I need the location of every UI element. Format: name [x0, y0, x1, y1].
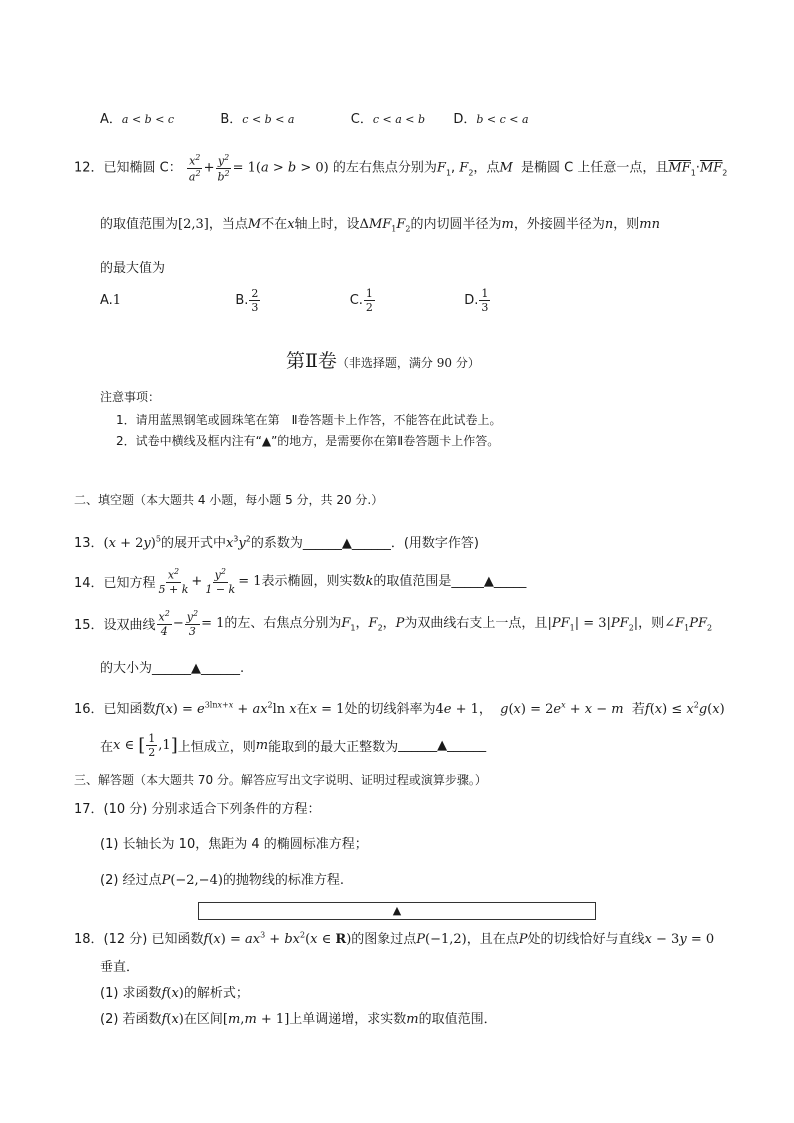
q18-part1: (1) 求函数f(x)的解析式； [100, 986, 249, 1001]
notice-item-1: 1．请用蓝黑钢笔或圆珠笔在第 Ⅱ卷答题卡上作答，不能答在此试卷上。 [116, 413, 502, 427]
q15-line1: 15．设双曲线 $\frac{x^2}{4}$ − $\frac{y^2}{3}$ = 1的左、右焦点分别为$F_1$，$F_2$，P为双曲线右支上一点，且$|PF_1| = 3|PF_2|$，则$\angle F_1PF_2$ [74, 609, 713, 638]
q16-line2: 在x ∈ [ $\frac{1}{2}$ ,1]上恒成立，则m能取到的最大正整数为______▲______ [100, 732, 487, 759]
ellipse-term-x: $\frac{x^2}{a^2}$ [188, 153, 201, 184]
q18-part2: (2) 若函数f(x)在区间[m,m + 1]上单调递增，求实数m的取值范围． [100, 1012, 497, 1027]
q12-option-d: D. $\frac{1}{3}$ [464, 287, 489, 314]
q12-line2: 的取值范围为[2,3]，当点M不在x轴上时，设$\Delta MF_1F_2$的内切圆半径为m，外接圆半径为n，则mn [100, 217, 660, 234]
ellipse-term-y: $\frac{y^2}{b^2}$ [217, 153, 230, 184]
q17-part1: (1) 长轴长为 10，焦距为 4 的椭圆标准方程； [100, 837, 368, 852]
q17-answer-box[interactable]: ▲ [198, 902, 596, 920]
q16-line1: 16．已知函数$f(x) = e^{3lnx+x} + ax^2\ln$ x在x = 1处的切线斜率为4e + 1， $g(x) = 2e^x + x - m$ 若$f(x) \le x^2g(x)$ [74, 700, 725, 717]
q15-blank[interactable]: ______▲______ [152, 661, 241, 676]
q17-head: 17．(10 分) 分别求适合下列条件的方程： [74, 802, 321, 817]
q15-line2: 的大小为______▲______. [100, 661, 245, 676]
q11-option-c: C．c < a < b [350, 112, 426, 127]
ellipse-condition: = 1(a > b > 0) [232, 160, 329, 176]
q11-option-b: B．c < b < a [220, 112, 295, 127]
q16-blank[interactable]: ______▲______ [398, 738, 487, 753]
q11-options [100, 108, 529, 127]
q13: 13．$(x + 2y)^5$的展开式中$x^3y^2$的系数为______▲______．(用数字作答) [74, 534, 480, 551]
q12-line3: 的最大值为 [100, 261, 166, 276]
q14: 14．已知方程 $\frac{x^2}{5 + k}$ + $\frac{y^2}{1 - k}$ = 1表示椭圆，则实数k的取值范围是_____▲_____ [74, 567, 527, 596]
fill-section-heading: 二、填空题（本大题共 4 小题，每小题 5 分，共 20 分.） [74, 493, 384, 507]
vector-product: $\overline{MF}$ [668, 160, 691, 176]
solve-section-heading: 三、解答题（本大题共 70 分。解答应写出文字说明、证明过程或演算步骤。） [74, 773, 487, 787]
notice-heading: 注意事项： [100, 390, 161, 404]
q12-option-a: A.1 [100, 293, 122, 308]
q12-option-c: C. $\frac{1}{2}$ [349, 287, 373, 314]
q12-option-b: B. $\frac{2}{3}$ [235, 287, 259, 314]
notice-item-2: 2．试卷中横线及框内注有“▲”的地方，是需要你在第Ⅱ卷答题卡上作答。 [116, 434, 500, 448]
q13-blank[interactable]: ______▲______ [302, 536, 391, 551]
q11-option-d: D．b < c < a [453, 112, 529, 127]
q18-line2: 垂直． [100, 960, 140, 975]
q12-line1: 12．已知椭圆 C： $\frac{x^2}{a^2}$ + $\frac{y^2}{b^2}$ = 1(a > b > 0) 的左右焦点分别为$F_1$, $F_2$，点M 是椭圆 C 上任意一点，且$\overline{MF}_1\cdot\overline{MF}_2$ [74, 153, 728, 184]
q14-blank[interactable]: _____▲_____ [451, 573, 527, 589]
q17-part2: (2) 经过点P(−2,−4)的抛物线的标准方程. [100, 873, 345, 888]
q18-head: 18．(12 分) 已知函数$f(x) = ax^3 + bx^2(x$ ∈ R)的图象过点P(−1,2)，且在点P处的切线恰好与直线x − 3y = 0 [74, 930, 715, 947]
section-title: 第Ⅱ卷（非选择题，满分 90 分） [286, 350, 480, 372]
q12-options [100, 288, 491, 313]
q11-option-a: A．a < b < c [100, 112, 175, 127]
